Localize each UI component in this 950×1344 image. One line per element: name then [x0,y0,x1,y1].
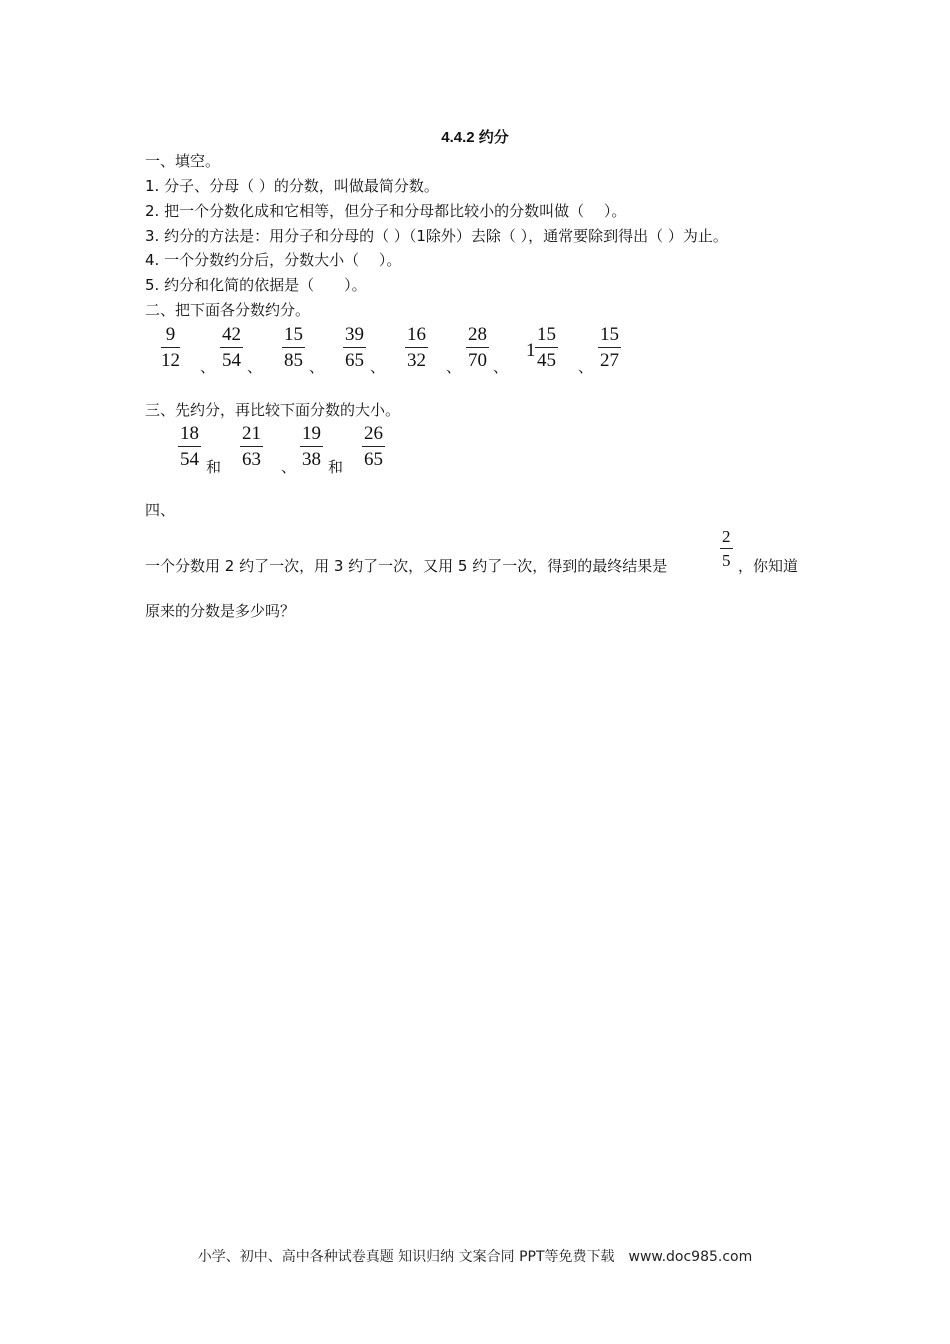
denominator: 54 [222,350,241,372]
numerator: 21 [242,423,261,444]
numerator: 9 [165,324,176,345]
page-title: 4.4.2 约分 [441,129,509,146]
footer-note: 小学、初中、高中各种试卷真题 知识归纳 文案合同 PPT等免费下载 www.doc985.com [197,1249,753,1265]
connector-and: 和 [206,458,222,476]
denominator: 65 [345,350,364,372]
question-3: 3. 约分的方法是：用分子和分母的（ ）（1除外）去除（ ），通常要除到得出（ ）为止。 [145,227,728,245]
denominator: 85 [284,350,303,372]
fraction-15-27 [598,325,621,370]
denominator: 5 [722,551,731,571]
question-text-after: ，你知道 [738,557,799,575]
section2-heading: 二、把下面各分数约分。 [145,301,311,319]
section3-heading: 三、先约分，再比较下面分数的大小。 [145,401,401,419]
fraction-18-54 [178,424,201,469]
denominator: 38 [302,449,321,471]
numerator: 39 [345,324,364,345]
numerator: 28 [468,324,487,345]
denominator: 45 [537,350,556,372]
numerator: 15 [537,324,556,345]
separator: 、 [281,458,297,476]
fraction-42-54 [220,325,243,370]
question-2: 2. 把一个分数化成和它相等，但分子和分母都比较小的分数叫做（ ）。 [145,202,627,220]
separator: 、 [578,358,594,376]
section1-heading: 一、填空。 [145,152,221,170]
section4-question-line2: 原来的分数是多少吗？ [145,602,296,620]
numerator: 16 [407,324,426,345]
denominator: 65 [364,449,383,471]
question-5: 5. 约分和化简的依据是（ ）。 [145,276,367,294]
numerator: 2 [722,527,731,546]
question-text-before: 一个分数用 2 约了一次，用 3 约了一次，又用 5 约了一次，得到的最终结果是 [145,557,668,575]
question-4: 4. 一个分数约分后，分数大小（ ）。 [145,251,402,269]
denominator: 70 [468,350,487,372]
denominator: 54 [180,449,199,471]
separator: 、 [493,358,509,376]
fraction-39-65 [343,325,366,370]
fraction-26-65 [362,424,385,469]
connector-and: 和 [328,458,344,476]
fraction-15-85 [282,325,305,370]
separator: 、 [200,358,216,376]
fraction-2-5 [720,528,733,569]
separator: 、 [446,358,462,376]
numerator: 42 [222,324,241,345]
denominator: 32 [407,350,426,372]
numerator: 26 [364,423,383,444]
numerator: 15 [284,324,303,345]
separator: 、 [247,358,263,376]
mixed-whole-part: 1 [526,340,536,361]
separator: 、 [309,358,325,376]
section4-question-line1 [145,556,667,576]
fraction-1-15-45 [535,325,558,370]
numerator: 18 [180,423,199,444]
fraction-21-63 [240,424,263,469]
separator: 、 [370,358,386,376]
question-1: 1. 分子、分母（ ）的分数，叫做最简分数。 [145,177,439,195]
denominator: 12 [161,350,180,372]
numerator: 19 [302,423,321,444]
fraction-28-70 [466,325,489,370]
section4-heading: 四、 [145,501,176,519]
fraction-9-12 [161,325,180,370]
numerator: 15 [600,324,619,345]
denominator: 27 [600,350,619,372]
denominator: 63 [242,449,261,471]
fraction-19-38 [300,424,323,469]
fraction-16-32 [405,325,428,370]
